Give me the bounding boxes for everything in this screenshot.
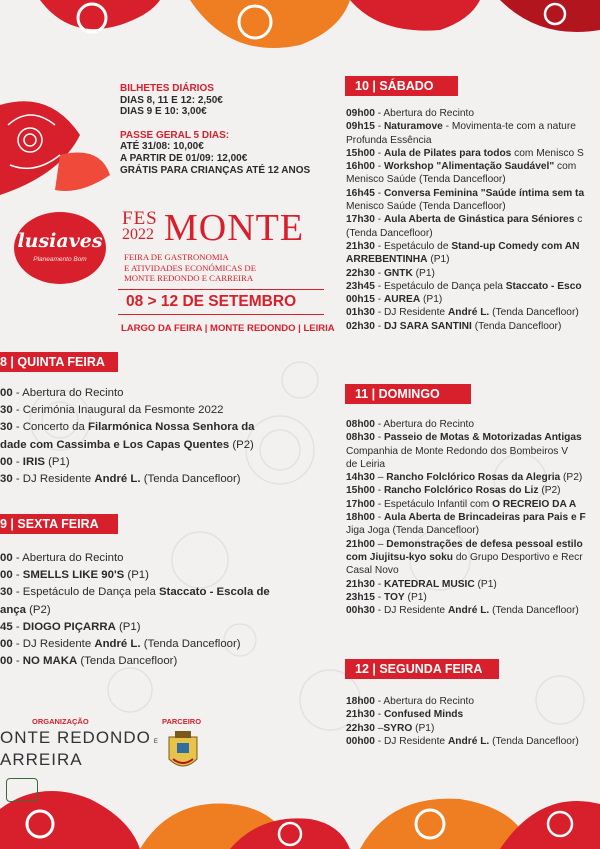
- row-tail: (P1): [420, 294, 443, 306]
- row-bold: Rancho Folclórico Rosas da Alegria: [386, 472, 561, 484]
- schedule-row: [346, 735, 600, 748]
- org-name-suffix: E: [153, 739, 159, 745]
- schedule-row: [346, 695, 600, 708]
- row-bold: Filarmónica Nossa Senhora da: [88, 421, 255, 434]
- schedule-row: [0, 402, 300, 419]
- row-tail: (Tenda Dancefloor): [489, 307, 579, 319]
- org-badge-icon: [6, 778, 38, 802]
- row-text: -: [12, 569, 23, 582]
- row-text: Menisco Saúde (Tenda Dancefloor): [346, 201, 506, 213]
- schedule-row: [346, 418, 600, 431]
- row-time: 17h30: [346, 214, 375, 226]
- schedule-row: [0, 550, 316, 567]
- row-text: Profunda Essência: [346, 134, 432, 146]
- schedule-row: [0, 567, 316, 584]
- schedule-row: [0, 636, 316, 653]
- row-time: 15h00: [346, 147, 375, 159]
- row-text: -: [374, 578, 384, 590]
- schedule-row: [346, 524, 600, 537]
- row-time: 21h30: [346, 240, 375, 252]
- event-year: 2022: [122, 226, 154, 243]
- tickets-info: [120, 83, 310, 176]
- row-bold: Workshop "Alimentação Saudável": [383, 161, 555, 173]
- day-header-monday: 12 | SEGUNDA FEIRA: [345, 659, 499, 679]
- row-time: 23h45: [346, 280, 375, 292]
- schedule-row: [346, 160, 600, 173]
- row-bold: IRIS: [22, 455, 45, 468]
- sponsor-name: lusiaves: [17, 230, 103, 252]
- row-bold: GNTK: [383, 267, 413, 279]
- row-bold: André L.: [94, 638, 141, 651]
- row-bold: Staccato - Esco: [505, 280, 582, 292]
- row-time: 00: [0, 455, 13, 468]
- schedule-row: [346, 458, 600, 471]
- schedule-row: [346, 591, 600, 604]
- row-text: - Concerto da: [12, 421, 89, 434]
- top-decoration: [0, 0, 600, 80]
- row-tail: (Tenda Dancefloor): [140, 638, 241, 651]
- schedule-row: [0, 437, 300, 454]
- row-bold: Demonstrações de defesa pessoal estilo: [386, 538, 583, 550]
- row-bold: AUREA: [383, 294, 421, 306]
- pass-line1: ATÉ 31/08: 10,00€: [120, 141, 204, 153]
- row-time: 30: [0, 586, 13, 599]
- schedule-row: [346, 722, 600, 735]
- schedule-row: [346, 200, 600, 213]
- event-venue: LARGO DA FEIRA | MONTE REDONDO | LEIRIA: [121, 323, 335, 334]
- row-time: 30: [0, 404, 13, 417]
- schedule-row: [346, 431, 600, 444]
- row-bold: ança: [0, 603, 26, 616]
- partner-label: PARCEIRO: [162, 717, 202, 726]
- row-text: Menisco Saúde (Tenda Dancefloor): [346, 174, 506, 186]
- row-text: -: [374, 432, 384, 444]
- row-time: 00: [0, 655, 13, 668]
- row-text: -: [374, 187, 384, 199]
- schedule-row: [346, 240, 600, 253]
- row-text: de Leiria: [346, 458, 386, 470]
- row-bold: André L.: [447, 735, 490, 747]
- day-header-saturday: 10 | SÁBADO: [345, 76, 458, 96]
- row-tail: (P2): [25, 603, 51, 616]
- row-tail: (P1): [412, 722, 435, 734]
- row-time: 00h00: [346, 735, 375, 747]
- event-monte: MONTE: [164, 207, 305, 249]
- row-time: 30: [0, 421, 13, 434]
- row-bold: KATEDRAL MUSIC: [383, 578, 475, 590]
- row-tail: (P1): [427, 254, 450, 266]
- schedule-row: [346, 280, 600, 293]
- row-bold: Rancho Folclórico Rosas do Liz: [383, 485, 539, 497]
- row-text: Companhia de Monte Redondo dos Bombeiros V: [346, 445, 568, 457]
- row-tail: - Movimenta-te com a nature: [442, 121, 576, 133]
- free-line: GRÁTIS PARA CRIANÇAS ATÉ 12 ANOS: [120, 164, 311, 176]
- row-time: 23h15: [346, 591, 375, 603]
- schedule-row: [346, 253, 600, 266]
- municipal-crest-icon: [163, 729, 203, 777]
- row-time: 00h30: [346, 605, 375, 617]
- row-time: 18h00: [346, 696, 375, 707]
- schedule-sunday: [346, 418, 600, 617]
- row-time: 00: [0, 638, 13, 651]
- schedule-row: [346, 708, 600, 721]
- daily-tickets-title: BILHETES DIÁRIOS: [120, 83, 214, 94]
- org-label: ORGANIZAÇÃO: [32, 717, 89, 726]
- schedule-row: [346, 134, 600, 147]
- row-time: 21h30: [346, 578, 375, 590]
- schedule-row: [346, 538, 600, 551]
- row-text: Casal Novo: [346, 565, 399, 577]
- dates-divider-top: [118, 289, 324, 290]
- row-bold: DIOGO PIÇARRA: [22, 620, 116, 633]
- flower-decoration: [0, 95, 110, 215]
- event-subtitle-line2: E ATIVIDADES ECONÓMICAS DE: [124, 262, 256, 273]
- pass-title: PASSE GERAL 5 DIAS:: [120, 129, 230, 141]
- daily-tickets-line2: DIAS 9 E 10: 3,00€: [120, 106, 207, 118]
- row-text: - Abertura do Recinto: [374, 696, 474, 707]
- schedule-row: [0, 471, 300, 488]
- schedule-row: [0, 419, 300, 436]
- schedule-row: [346, 120, 600, 133]
- row-time: 09h00: [346, 108, 375, 119]
- schedule-row: [346, 471, 600, 484]
- row-time: 01h30: [346, 307, 375, 319]
- row-text: - Espetáculo de Dança pela: [12, 586, 159, 599]
- row-tail: (Tenda Dancefloor): [489, 735, 579, 747]
- sponsor-logo: [14, 212, 106, 284]
- row-text: - Cerimónia Inaugural da Fesmonte 2022: [12, 404, 224, 417]
- row-tail: (Tenda Dancefloor): [140, 473, 241, 486]
- row-text: - DJ Residente: [374, 307, 448, 319]
- row-text: -: [374, 214, 384, 226]
- row-time: 00: [0, 552, 13, 564]
- row-bold: André L.: [447, 307, 490, 319]
- row-text: –: [374, 538, 387, 550]
- row-text: -: [374, 121, 384, 133]
- schedule-row: [346, 320, 600, 333]
- schedule-row: [0, 385, 300, 402]
- row-text: -: [374, 709, 384, 721]
- schedule-row: [346, 445, 600, 458]
- row-text: -: [374, 267, 384, 279]
- schedule-monday: [346, 695, 600, 748]
- row-time: 09h15: [346, 121, 375, 133]
- row-text: -: [374, 161, 384, 173]
- row-time: 15h00: [346, 485, 375, 497]
- row-tail: (P1): [412, 267, 435, 279]
- row-text: - Abertura do Recinto: [12, 552, 124, 564]
- dates-divider-bottom: [118, 314, 324, 315]
- row-time: 08h30: [346, 432, 375, 444]
- schedule-row: [0, 454, 300, 471]
- row-tail: (Tenda Dancefloor): [77, 655, 178, 668]
- schedule-thursday: [0, 385, 300, 488]
- row-time: 45: [0, 620, 13, 633]
- row-text: Jiga Joga (Tenda Dancefloor): [346, 525, 480, 537]
- row-tail: c: [574, 214, 583, 226]
- row-bold: Aula Aberta de Ginástica para Séniores: [383, 214, 575, 226]
- schedule-row: [346, 227, 600, 240]
- row-bold: dade com Cassimba e Los Capas Quentes: [0, 438, 230, 451]
- row-tail: (P1): [44, 455, 70, 468]
- schedule-row: [346, 147, 600, 160]
- row-tail: (P1): [115, 620, 141, 633]
- row-time: 30: [0, 473, 13, 486]
- row-text: - Abertura do Recinto: [374, 419, 474, 430]
- day-header-friday: 9 | SEXTA FEIRA: [0, 514, 118, 534]
- schedule-row: [346, 498, 600, 511]
- pass-line2: A PARTIR DE 01/09: 12,00€: [120, 152, 248, 164]
- row-text: - DJ Residente: [12, 473, 95, 486]
- row-bold: SYRO: [383, 722, 413, 734]
- row-text: - DJ Residente: [374, 605, 448, 617]
- row-time: 22h30: [346, 267, 375, 279]
- row-tail: (P2): [560, 472, 583, 484]
- row-text: –: [374, 722, 384, 734]
- org-name-line1: ONTE REDONDO: [0, 728, 151, 747]
- row-text: -: [12, 455, 23, 468]
- row-tail: com Menisco S: [511, 147, 584, 159]
- row-bold: Passeio de Motas & Motorizadas Antigas: [383, 432, 582, 444]
- row-bold: com Jiujitsu-kyo soku: [346, 551, 453, 563]
- schedule-row: [0, 619, 316, 636]
- row-time: 21h00: [346, 538, 375, 550]
- event-subtitle: [124, 252, 256, 284]
- row-text: -: [12, 655, 23, 668]
- row-time: 21h30: [346, 709, 375, 721]
- row-text: - Abertura do Recinto: [12, 387, 124, 399]
- row-tail: (P1): [124, 569, 149, 582]
- row-bold: TOY: [383, 591, 405, 603]
- row-time: 17h00: [346, 498, 375, 510]
- row-text: - DJ Residente: [12, 638, 95, 651]
- schedule-row: [0, 584, 316, 601]
- row-bold: Confused Minds: [383, 709, 464, 721]
- bottom-decoration: [0, 779, 600, 849]
- row-time: 00h15: [346, 294, 375, 306]
- schedule-row: [346, 213, 600, 226]
- row-text: - Abertura do Recinto: [374, 108, 474, 119]
- schedule-row: [346, 173, 600, 186]
- sponsor-tagline: Planeamento Bom: [33, 256, 87, 263]
- row-time: 08h00: [346, 419, 375, 430]
- schedule-row: [0, 653, 316, 670]
- row-tail: (P1): [474, 578, 497, 590]
- row-text: -: [374, 147, 384, 159]
- row-text: -: [374, 512, 384, 524]
- row-tail: com: [554, 161, 577, 173]
- daily-tickets-line1: DIAS 8, 11 E 12: 2,50€: [120, 94, 223, 106]
- row-time: 18h00: [346, 512, 375, 524]
- row-bold: André L.: [447, 605, 490, 617]
- schedule-row: [346, 604, 600, 617]
- row-text: -: [12, 620, 23, 633]
- row-time: 16h45: [346, 187, 375, 199]
- row-tail: (P1): [404, 591, 427, 603]
- row-bold: Naturamove: [383, 121, 443, 133]
- schedule-row: [346, 484, 600, 497]
- schedule-row: [346, 551, 600, 564]
- row-time: 02h30: [346, 320, 375, 332]
- schedule-row: [346, 578, 600, 591]
- row-bold: Conversa Feminina "Saúde íntima sem ta: [383, 187, 585, 199]
- row-bold: ARREBENTINHA: [346, 254, 428, 266]
- row-time: 00: [0, 387, 13, 399]
- event-subtitle-line1: FEIRA DE GASTRONOMIA: [124, 252, 229, 262]
- row-text: - Espetáculo Infantil com: [374, 498, 493, 510]
- day-header-thursday: 8 | QUINTA FEIRA: [0, 352, 118, 372]
- row-tail: do Grupo Desportivo e Recr: [453, 551, 583, 563]
- row-text: -: [374, 591, 384, 603]
- row-text: - DJ Residente: [374, 735, 448, 747]
- row-text: -: [374, 294, 384, 306]
- row-bold: O RECREIO DA A: [492, 498, 577, 510]
- row-time: 00: [0, 569, 13, 582]
- row-bold: NO MAKA: [22, 655, 78, 668]
- event-subtitle-line3: MONTE REDONDO E CARREIRA: [124, 273, 254, 284]
- schedule-row: [346, 564, 600, 577]
- row-tail: (P2): [229, 438, 254, 451]
- schedule-row: [346, 267, 600, 280]
- row-bold: SMELLS LIKE 90'S: [22, 569, 125, 582]
- schedule-row: [0, 602, 316, 619]
- event-fes: FES: [122, 208, 158, 229]
- row-bold: Stand-up Comedy com AN: [451, 240, 580, 252]
- row-tail: (P2): [538, 485, 561, 497]
- row-bold: DJ SARA SANTINI: [383, 320, 472, 332]
- schedule-row: [346, 306, 600, 319]
- row-text: –: [374, 472, 387, 484]
- row-text: - Espetáculo de Dança pela: [374, 280, 506, 292]
- org-name-line2: ARREIRA: [0, 750, 83, 769]
- row-bold: André L.: [94, 473, 141, 486]
- row-time: 22h30: [346, 722, 375, 734]
- row-text: -: [374, 485, 384, 497]
- row-text: - Espetáculo de: [374, 240, 452, 252]
- schedule-row: [346, 293, 600, 306]
- row-bold: Aula Aberta de Brincadeiras para Pais e F: [383, 512, 586, 524]
- row-bold: Staccato - Escola de: [158, 586, 270, 599]
- row-tail: (Tenda Dancefloor): [471, 320, 562, 332]
- schedule-saturday: [346, 107, 600, 333]
- row-bold: Aula de Pilates para todos: [383, 147, 512, 159]
- schedule-row: [346, 511, 600, 524]
- row-tail: (Tenda Dancefloor): [489, 605, 579, 617]
- row-text: (Tenda Dancefloor): [346, 227, 433, 239]
- event-dates: 08 > 12 DE SETEMBRO: [126, 293, 297, 310]
- row-time: 16h00: [346, 161, 375, 173]
- org-name: [0, 729, 159, 769]
- schedule-row: [346, 107, 600, 120]
- row-text: -: [374, 320, 384, 332]
- day-header-sunday: 11 | DOMINGO: [345, 384, 471, 404]
- row-time: 14h30: [346, 472, 375, 484]
- schedule-friday: [0, 550, 316, 670]
- schedule-row: [346, 187, 600, 200]
